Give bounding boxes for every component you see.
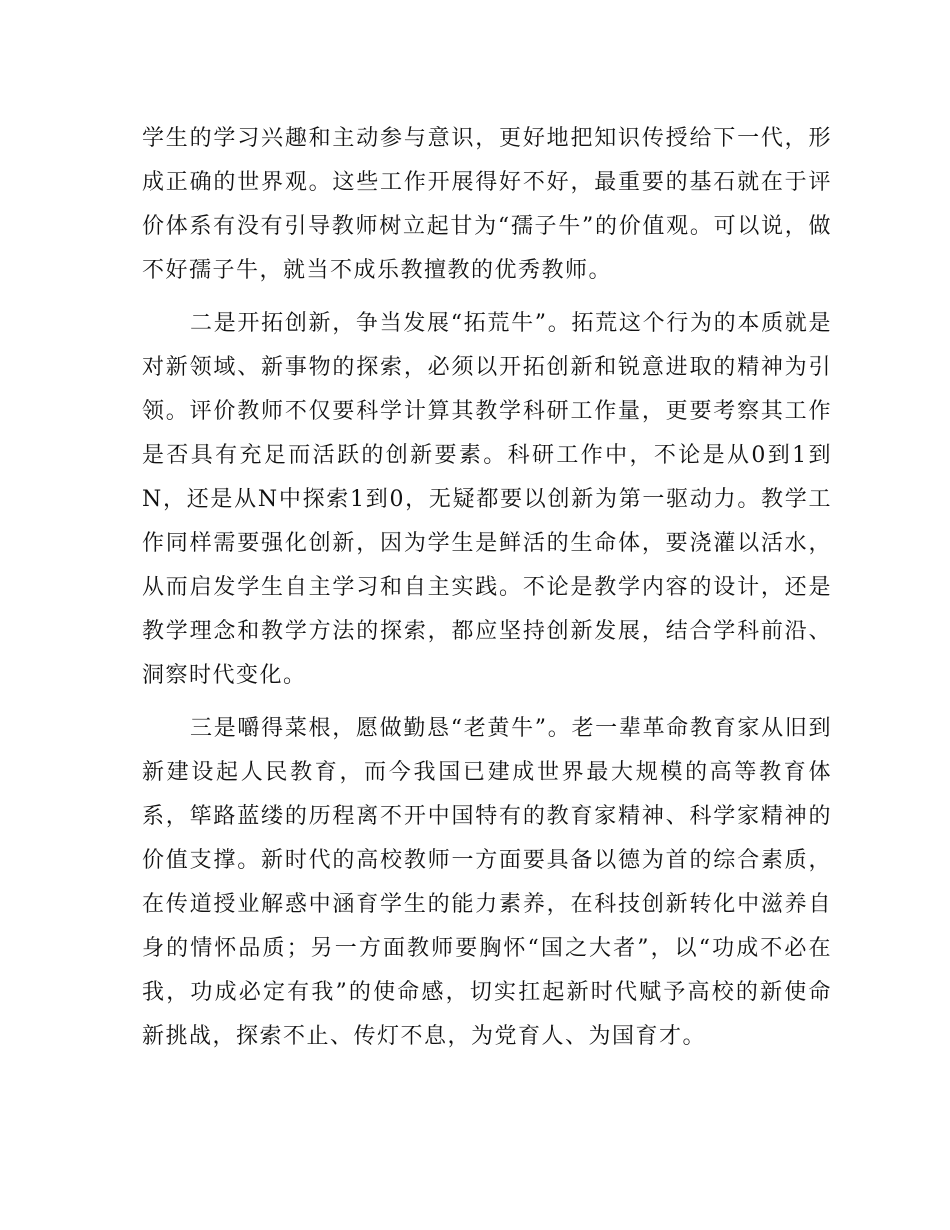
paragraph-continuation: 学生的学习兴趣和主动参与意识，更好地把知识传授给下一代，形成正确的世界观。这些工作开展得好不好，最重要的基石就在于评价体系有没有引导教师树立起甘为“孺子牛”的价值观。可以说，做不好孺子牛，就当不成乐教擅教的优秀教师。 xyxy=(142,126,832,283)
document-body xyxy=(142,117,832,1059)
paragraph-pioneer-ox: 二是开拓创新，争当发展“拓荒牛”。拓荒这个行为的本质就是对新领域、新事物的探索，必须以开拓创新和锐意进取的精神为引领。评价教师不仅要科学计算其教学科研工作量，更要考察其工作是否具有充足而活跃的创新要素。科研工作中，不论是从0到1到N，还是从N中探索1到0，无疑都要以创新为第一驱动力。教学工作同样需要强化创新，因为学生是鲜活的生命体，要浇灌以活水，从而启发学生自主学习和自主实践。不论是教学内容的设计，还是教学理念和教学方法的探索，都应坚持创新发展，结合学科前沿、洞察时代变化。 xyxy=(142,311,832,688)
paragraph-old-yellow-ox: 三是嚼得菜根，愿做勤恳“老黄牛”。老一辈革命教育家从旧到新建设起人民教育，而今我国已建成世界最大规模的高等教育体系，筚路蓝缕的历程离不开中国特有的教育家精神、科学家精神的价值支撑。新时代的高校教师一方面要具备以德为首的综合素质，在传道授业解惑中涵育学生的能力素养，在科技创新转化中滋养自身的情怀品质；另一方面教师要胸怀“国之大者”，以“功成不必在我，功成必定有我”的使命感，切实扛起新时代赋予高校的新使命新挑战，探索不止、传灯不息，为党育人、为国育才。 xyxy=(142,716,832,1049)
